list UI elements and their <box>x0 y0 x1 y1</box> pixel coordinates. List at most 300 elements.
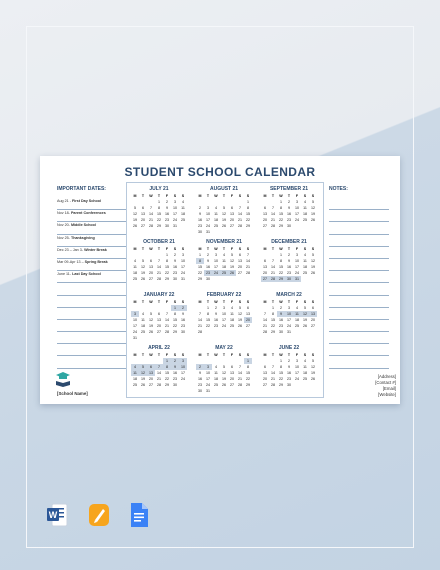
day-cell[interactable]: 1 <box>272 306 274 310</box>
day-cell[interactable]: 25 <box>133 383 137 387</box>
day-cell[interactable]: 24 <box>206 224 210 228</box>
day-cell[interactable]: 6 <box>231 365 233 369</box>
day-cell[interactable]: 9 <box>199 212 201 216</box>
day-cell[interactable]: 23 <box>279 324 283 328</box>
day-cell[interactable]: 11 <box>293 311 301 317</box>
day-cell[interactable]: 24 <box>222 324 226 328</box>
day-cell[interactable]: 5 <box>312 200 314 204</box>
day-cell[interactable]: 20 <box>263 271 267 275</box>
word-icon[interactable] <box>46 502 68 528</box>
day-cell[interactable]: 29 <box>271 330 275 334</box>
day-cell[interactable]: 16 <box>287 371 291 375</box>
day-cell[interactable]: 8 <box>272 312 274 316</box>
day-cell[interactable]: 15 <box>279 212 283 216</box>
day-cell[interactable]: 5 <box>312 359 314 363</box>
day-cell[interactable]: 15 <box>271 318 275 322</box>
day-cell[interactable]: 5 <box>134 206 136 210</box>
day-cell[interactable]: 9 <box>171 364 179 370</box>
day-cell[interactable]: 19 <box>311 371 315 375</box>
day-cell[interactable]: 26 <box>222 383 226 387</box>
day-cell[interactable]: 17 <box>206 218 210 222</box>
day-cell[interactable]: 12 <box>311 365 315 369</box>
day-cell[interactable]: 19 <box>311 212 315 216</box>
day-cell[interactable]: 13 <box>149 371 153 375</box>
day-cell[interactable]: 31 <box>173 224 177 228</box>
day-cell[interactable]: 7 <box>247 253 249 257</box>
day-cell[interactable]: 10 <box>295 259 299 263</box>
day-cell[interactable]: 13 <box>246 312 250 316</box>
note-line[interactable] <box>329 332 389 344</box>
day-cell[interactable]: 23 <box>173 271 177 275</box>
day-cell[interactable]: 8 <box>207 312 209 316</box>
day-cell[interactable]: 15 <box>206 318 210 322</box>
day-cell[interactable]: 2 <box>288 359 290 363</box>
day-cell[interactable]: 16 <box>173 371 177 375</box>
day-cell[interactable]: 27 <box>230 224 234 228</box>
day-cell[interactable]: 17 <box>181 371 185 375</box>
day-cell[interactable]: 1 <box>171 305 179 311</box>
day-cell[interactable]: 19 <box>141 271 145 275</box>
day-cell[interactable]: 27 <box>157 330 161 334</box>
day-cell[interactable]: 10 <box>287 312 291 316</box>
day-cell[interactable]: 10 <box>206 212 210 216</box>
day-cell[interactable]: 21 <box>165 324 169 328</box>
day-cell[interactable]: 3 <box>296 359 298 363</box>
day-cell[interactable]: 26 <box>133 224 137 228</box>
day-cell[interactable]: 28 <box>198 330 202 334</box>
day-cell[interactable]: 25 <box>295 324 299 328</box>
day-cell[interactable]: 30 <box>198 389 202 393</box>
day-cell[interactable]: 6 <box>142 206 144 210</box>
day-cell[interactable]: 12 <box>238 312 242 316</box>
day-cell[interactable]: 9 <box>182 312 184 316</box>
day-cell[interactable]: 7 <box>272 259 274 263</box>
day-cell[interactable]: 14 <box>157 265 161 269</box>
day-cell[interactable]: 6 <box>239 253 241 257</box>
day-cell[interactable]: 31 <box>295 277 299 281</box>
day-cell[interactable]: 3 <box>288 306 290 310</box>
note-line[interactable] <box>329 235 389 247</box>
day-cell[interactable]: 27 <box>149 383 153 387</box>
day-cell[interactable]: 11 <box>230 312 234 316</box>
day-cell[interactable]: 6 <box>264 259 266 263</box>
day-cell[interactable]: 12 <box>141 371 145 375</box>
note-line[interactable] <box>329 271 389 283</box>
day-cell[interactable]: 22 <box>165 271 169 275</box>
note-line[interactable] <box>329 320 389 332</box>
day-cell[interactable]: 30 <box>287 224 291 228</box>
day-cell[interactable]: 2 <box>171 358 179 364</box>
day-cell[interactable]: 23 <box>173 377 177 381</box>
day-cell[interactable]: 25 <box>181 218 185 222</box>
day-cell[interactable]: 24 <box>214 271 218 275</box>
day-cell[interactable]: 26 <box>311 218 315 222</box>
day-cell[interactable]: 3 <box>174 200 176 204</box>
day-cell[interactable]: 12 <box>133 212 137 216</box>
note-line[interactable] <box>329 308 389 320</box>
day-cell[interactable]: 29 <box>279 224 283 228</box>
day-cell[interactable]: 11 <box>214 371 218 375</box>
day-cell[interactable]: 17 <box>181 265 185 269</box>
day-cell[interactable]: 31 <box>206 230 210 234</box>
day-cell[interactable]: 2 <box>166 200 168 204</box>
day-cell[interactable]: 6 <box>264 365 266 369</box>
day-cell[interactable]: 3 <box>179 358 187 364</box>
day-cell[interactable]: 17 <box>214 265 218 269</box>
day-cell[interactable]: 25 <box>303 377 307 381</box>
day-cell[interactable]: 10 <box>214 259 218 263</box>
day-cell[interactable]: 5 <box>142 259 144 263</box>
day-cell[interactable]: 21 <box>238 377 242 381</box>
day-cell[interactable]: 6 <box>264 206 266 210</box>
day-cell[interactable]: 13 <box>149 265 153 269</box>
day-cell[interactable]: 18 <box>303 212 307 216</box>
day-cell[interactable]: 18 <box>133 271 137 275</box>
day-cell[interactable]: 16 <box>287 212 291 216</box>
day-cell[interactable]: 30 <box>173 383 177 387</box>
day-cell[interactable]: 15 <box>165 265 169 269</box>
day-cell[interactable]: 31 <box>181 277 185 281</box>
day-cell[interactable]: 14 <box>246 259 250 263</box>
day-cell[interactable]: 3 <box>223 306 225 310</box>
day-cell[interactable]: 30 <box>287 383 291 387</box>
day-cell[interactable]: 18 <box>214 377 218 381</box>
day-cell[interactable]: 19 <box>311 265 315 269</box>
day-cell[interactable]: 28 <box>271 383 275 387</box>
day-cell[interactable]: 29 <box>246 383 250 387</box>
day-cell[interactable]: 10 <box>206 371 210 375</box>
day-cell[interactable]: 17 <box>287 318 291 322</box>
day-cell[interactable]: 18 <box>181 212 185 216</box>
day-cell[interactable]: 22 <box>279 271 283 275</box>
day-cell[interactable]: 28 <box>271 224 275 228</box>
day-cell[interactable]: 22 <box>279 218 283 222</box>
day-cell[interactable]: 5 <box>150 312 152 316</box>
day-cell[interactable]: 21 <box>271 377 275 381</box>
day-cell[interactable]: 12 <box>141 265 145 269</box>
day-cell[interactable]: 5 <box>231 253 233 257</box>
day-cell[interactable]: 5 <box>304 306 306 310</box>
day-cell[interactable]: 23 <box>214 324 218 328</box>
day-cell[interactable]: 4 <box>296 306 298 310</box>
note-line[interactable] <box>329 283 389 295</box>
day-cell[interactable]: 9 <box>174 259 176 263</box>
day-cell[interactable]: 27 <box>149 277 153 281</box>
day-cell[interactable]: 16 <box>165 212 169 216</box>
day-cell[interactable]: 26 <box>311 271 315 275</box>
day-cell[interactable]: 22 <box>271 324 275 328</box>
day-cell[interactable]: 21 <box>271 271 275 275</box>
day-cell[interactable]: 31 <box>133 336 137 340</box>
day-cell[interactable]: 9 <box>277 311 285 317</box>
day-cell[interactable]: 16 <box>206 265 210 269</box>
day-cell[interactable]: 18 <box>133 377 137 381</box>
day-cell[interactable]: 5 <box>312 253 314 257</box>
day-cell[interactable]: 20 <box>246 318 250 322</box>
day-cell[interactable]: 15 <box>198 265 202 269</box>
day-cell[interactable]: 7 <box>158 259 160 263</box>
day-cell[interactable]: 17 <box>133 324 137 328</box>
day-cell[interactable]: 25 <box>141 330 145 334</box>
day-cell[interactable]: 13 <box>141 212 145 216</box>
day-cell[interactable]: 28 <box>271 277 275 281</box>
day-cell[interactable]: 18 <box>141 324 145 328</box>
day-cell[interactable]: 17 <box>206 377 210 381</box>
day-cell[interactable]: 29 <box>198 277 202 281</box>
day-cell[interactable]: 2 <box>179 305 187 311</box>
day-cell[interactable]: 26 <box>149 330 153 334</box>
day-cell[interactable]: 24 <box>181 377 185 381</box>
day-cell[interactable]: 18 <box>214 218 218 222</box>
day-cell[interactable]: 28 <box>246 271 250 275</box>
day-cell[interactable]: 21 <box>238 218 242 222</box>
day-cell[interactable]: 20 <box>141 218 145 222</box>
note-line[interactable] <box>329 344 389 356</box>
day-cell[interactable]: 22 <box>165 377 169 381</box>
day-cell[interactable]: 13 <box>238 259 242 263</box>
day-cell[interactable]: 27 <box>263 277 267 281</box>
day-cell[interactable]: 9 <box>288 206 290 210</box>
day-cell[interactable]: 16 <box>181 318 185 322</box>
day-cell[interactable]: 25 <box>303 218 307 222</box>
day-cell[interactable]: 9 <box>199 371 201 375</box>
day-cell[interactable]: 19 <box>238 318 242 322</box>
day-cell[interactable]: 11 <box>222 259 226 263</box>
day-cell[interactable]: 27 <box>230 383 234 387</box>
day-cell[interactable]: 3 <box>296 200 298 204</box>
day-cell[interactable]: 13 <box>157 318 161 322</box>
day-cell[interactable]: 22 <box>279 377 283 381</box>
day-cell[interactable]: 20 <box>230 218 234 222</box>
day-cell[interactable]: 22 <box>246 377 250 381</box>
day-cell[interactable]: 10 <box>222 312 226 316</box>
day-cell[interactable]: 11 <box>141 318 145 322</box>
day-cell[interactable]: 4 <box>182 200 184 204</box>
day-cell[interactable]: 10 <box>295 206 299 210</box>
day-cell[interactable]: 15 <box>279 371 283 375</box>
day-cell[interactable]: 19 <box>303 318 307 322</box>
day-cell[interactable]: 23 <box>198 224 202 228</box>
day-cell[interactable]: 14 <box>271 371 275 375</box>
day-cell[interactable]: 25 <box>133 277 137 281</box>
day-cell[interactable]: 30 <box>173 277 177 281</box>
day-cell[interactable]: 12 <box>311 259 315 263</box>
day-cell[interactable]: 21 <box>157 271 161 275</box>
day-cell[interactable]: 19 <box>133 218 137 222</box>
day-cell[interactable]: 5 <box>223 206 225 210</box>
day-cell[interactable]: 27 <box>238 271 242 275</box>
day-cell[interactable]: 16 <box>198 218 202 222</box>
day-cell[interactable]: 1 <box>247 200 249 204</box>
day-cell[interactable]: 5 <box>223 365 225 369</box>
day-cell[interactable]: 25 <box>222 271 226 275</box>
day-cell[interactable]: 7 <box>239 365 241 369</box>
day-cell[interactable]: 29 <box>173 330 177 334</box>
note-line[interactable] <box>329 222 389 234</box>
day-cell[interactable]: 8 <box>280 259 282 263</box>
day-cell[interactable]: 24 <box>181 271 185 275</box>
day-cell[interactable]: 20 <box>230 377 234 381</box>
day-cell[interactable]: 21 <box>198 324 202 328</box>
day-cell[interactable]: 30 <box>165 224 169 228</box>
day-cell[interactable]: 28 <box>149 224 153 228</box>
day-cell[interactable]: 6 <box>150 259 152 263</box>
pages-icon[interactable] <box>88 502 110 528</box>
day-cell[interactable]: 11 <box>303 259 307 263</box>
day-cell[interactable]: 4 <box>304 359 306 363</box>
day-cell[interactable]: 26 <box>141 277 145 281</box>
day-cell[interactable]: 22 <box>246 218 250 222</box>
day-cell[interactable]: 14 <box>198 318 202 322</box>
day-cell[interactable]: 16 <box>287 265 291 269</box>
day-cell[interactable]: 1 <box>166 253 168 257</box>
day-cell[interactable]: 29 <box>279 277 283 281</box>
day-cell[interactable]: 9 <box>207 259 209 263</box>
day-cell[interactable]: 25 <box>214 383 218 387</box>
day-cell[interactable]: 7 <box>264 312 266 316</box>
day-cell[interactable]: 30 <box>279 330 283 334</box>
day-cell[interactable]: 24 <box>295 377 299 381</box>
day-cell[interactable]: 19 <box>149 324 153 328</box>
day-cell[interactable]: 27 <box>141 224 145 228</box>
day-cell[interactable]: 12 <box>303 312 307 316</box>
day-cell[interactable]: 28 <box>157 277 161 281</box>
day-cell[interactable]: 26 <box>311 377 315 381</box>
day-cell[interactable]: 3 <box>182 253 184 257</box>
day-cell[interactable]: 13 <box>230 212 234 216</box>
day-cell[interactable]: 3 <box>215 253 217 257</box>
day-cell[interactable]: 2 <box>288 200 290 204</box>
day-cell[interactable]: 29 <box>246 224 250 228</box>
day-cell[interactable]: 15 <box>165 371 169 375</box>
day-cell[interactable]: 12 <box>222 212 226 216</box>
day-cell[interactable]: 6 <box>158 312 160 316</box>
day-cell[interactable]: 23 <box>287 271 291 275</box>
day-cell[interactable]: 17 <box>173 212 177 216</box>
day-cell[interactable]: 13 <box>311 312 315 316</box>
day-cell[interactable]: 6 <box>147 364 155 370</box>
day-cell[interactable]: 7 <box>239 206 241 210</box>
day-cell[interactable]: 4 <box>304 253 306 257</box>
day-cell[interactable]: 8 <box>247 365 249 369</box>
day-cell[interactable]: 21 <box>149 218 153 222</box>
day-cell[interactable]: 14 <box>263 318 267 322</box>
day-cell[interactable]: 20 <box>157 324 161 328</box>
day-cell[interactable]: 24 <box>173 218 177 222</box>
day-cell[interactable]: 24 <box>295 218 299 222</box>
day-cell[interactable]: 26 <box>222 224 226 228</box>
day-cell[interactable]: 8 <box>196 258 204 264</box>
day-cell[interactable]: 4 <box>304 200 306 204</box>
note-line[interactable] <box>329 198 389 210</box>
day-cell[interactable]: 31 <box>287 330 291 334</box>
day-cell[interactable]: 5 <box>239 306 241 310</box>
day-cell[interactable]: 17 <box>295 371 299 375</box>
day-cell[interactable]: 13 <box>263 212 267 216</box>
day-cell[interactable]: 16 <box>279 318 283 322</box>
note-line[interactable] <box>329 296 389 308</box>
day-cell[interactable]: 20 <box>238 265 242 269</box>
note-line[interactable] <box>329 210 389 222</box>
day-cell[interactable]: 19 <box>222 377 226 381</box>
day-cell[interactable]: 21 <box>157 377 161 381</box>
day-cell[interactable]: 7 <box>166 312 168 316</box>
day-cell[interactable]: 1 <box>280 359 282 363</box>
day-cell[interactable]: 25 <box>303 271 307 275</box>
day-cell[interactable]: 26 <box>238 324 242 328</box>
day-cell[interactable]: 14 <box>238 212 242 216</box>
day-cell[interactable]: 8 <box>174 312 176 316</box>
day-cell[interactable]: 1 <box>207 306 209 310</box>
day-cell[interactable]: 24 <box>206 383 210 387</box>
day-cell[interactable]: 24 <box>287 324 291 328</box>
day-cell[interactable]: 26 <box>141 383 145 387</box>
day-cell[interactable]: 6 <box>312 306 314 310</box>
day-cell[interactable]: 21 <box>246 265 250 269</box>
day-cell[interactable]: 30 <box>206 277 210 281</box>
day-cell[interactable]: 9 <box>215 312 217 316</box>
day-cell[interactable]: 2 <box>215 306 217 310</box>
day-cell[interactable]: 27 <box>246 324 250 328</box>
day-cell[interactable]: 7 <box>272 206 274 210</box>
day-cell[interactable]: 20 <box>149 271 153 275</box>
day-cell[interactable]: 2 <box>174 253 176 257</box>
day-cell[interactable]: 16 <box>173 265 177 269</box>
day-cell[interactable]: 28 <box>238 383 242 387</box>
day-cell[interactable]: 25 <box>230 324 234 328</box>
day-cell[interactable]: 7 <box>199 312 201 316</box>
day-cell[interactable]: 12 <box>222 371 226 375</box>
day-cell[interactable]: 23 <box>206 271 210 275</box>
day-cell[interactable]: 19 <box>141 377 145 381</box>
day-cell[interactable]: 9 <box>166 206 168 210</box>
day-cell[interactable]: 17 <box>295 212 299 216</box>
day-cell[interactable]: 23 <box>165 218 169 222</box>
day-cell[interactable]: 29 <box>165 277 169 281</box>
day-cell[interactable]: 22 <box>157 218 161 222</box>
day-cell[interactable]: 1 <box>199 253 201 257</box>
day-cell[interactable]: 1 <box>244 358 252 364</box>
day-cell[interactable]: 11 <box>181 206 185 210</box>
day-cell[interactable]: 19 <box>230 265 234 269</box>
day-cell[interactable]: 26 <box>230 271 234 275</box>
day-cell[interactable]: 8 <box>166 259 168 263</box>
day-cell[interactable]: 7 <box>150 206 152 210</box>
day-cell[interactable]: 3 <box>207 206 209 210</box>
day-cell[interactable]: 10 <box>181 259 185 263</box>
day-cell[interactable]: 11 <box>303 365 307 369</box>
day-cell[interactable]: 12 <box>149 318 153 322</box>
day-cell[interactable]: 13 <box>263 265 267 269</box>
day-cell[interactable]: 24 <box>133 330 137 334</box>
day-cell[interactable]: 7 <box>272 365 274 369</box>
day-cell[interactable]: 25 <box>214 224 218 228</box>
day-cell[interactable]: 8 <box>247 206 249 210</box>
day-cell[interactable]: 22 <box>206 324 210 328</box>
day-cell[interactable]: 23 <box>287 377 291 381</box>
day-cell[interactable]: 18 <box>303 371 307 375</box>
day-cell[interactable]: 19 <box>222 218 226 222</box>
day-cell[interactable]: 8 <box>280 206 282 210</box>
day-cell[interactable]: 20 <box>149 377 153 381</box>
day-cell[interactable]: 4 <box>231 306 233 310</box>
day-cell[interactable]: 20 <box>263 377 267 381</box>
day-cell[interactable]: 29 <box>279 383 283 387</box>
day-cell[interactable]: 9 <box>288 365 290 369</box>
day-cell[interactable]: 16 <box>214 318 218 322</box>
day-cell[interactable]: 10 <box>181 365 185 369</box>
day-cell[interactable]: 24 <box>295 271 299 275</box>
